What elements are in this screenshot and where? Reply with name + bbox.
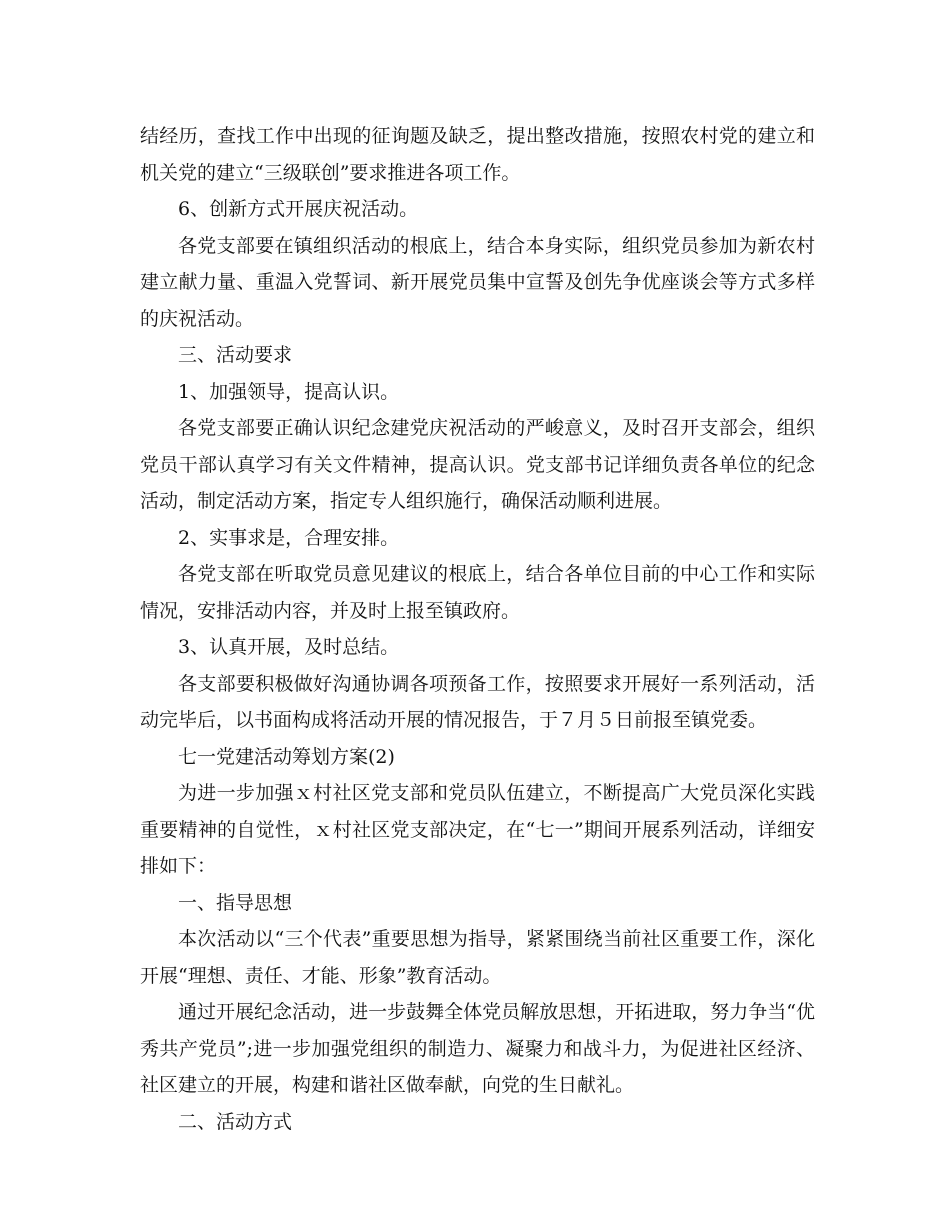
section-heading: 一、指导思想: [178, 891, 293, 914]
list-item-heading: 2、实事求是，合理安排。: [178, 526, 400, 549]
document-title: 七一党建活动筹划方案(2): [178, 745, 395, 768]
paragraph-continuation: 结经历，查找工作中出现的征询题及缺乏，提出整改措施，按照农村党的建立和机关党的建立“三级联创”要求推进各项工作。: [140, 125, 815, 184]
section-heading: 二、活动方式: [178, 1110, 293, 1133]
paragraph: 通过开展纪念活动，进一步鼓舞全体党员解放思想，开拓进取，努力争当“优秀共产党员”;进一步加强党组织的制造力、凝聚力和战斗力，为促进社区经济、社区建立的开展，构建和谐社区做奉献，向党的生日献礼。: [140, 1001, 815, 1096]
paragraph: 各党支部在听取党员意见建议的根底上，结合各单位目前的中心工作和实际情况，安排活动内容，并及时上报至镇政府。: [140, 563, 815, 622]
paragraph: 为进一步加强ｘ村社区党支部和党员队伍建立，不断提高广大党员深化实践重要精神的自觉性，ｘ村社区党支部决定，在“七一”期间开展系列活动，详细安排如下：: [140, 782, 815, 877]
paragraph: 各支部要积极做好沟通协调各项预备工作，按照要求开展好一系列活动，活动完毕后，以书面构成将活动开展的情况报告，于７月５日前报至镇党委。: [140, 672, 815, 731]
paragraph: 本次活动以“三个代表”重要思想为指导，紧紧围绕当前社区重要工作，深化开展“理想、责任、才能、形象”教育活动。: [140, 928, 815, 987]
list-item-heading: 1、加强领导，提高认识。: [178, 380, 400, 403]
list-item-heading: 3、认真开展，及时总结。: [178, 636, 400, 658]
list-item-heading: 6、创新方式开展庆祝活动。: [178, 198, 419, 220]
paragraph: 各党支部要正确认识纪念建党庆祝活动的严峻意义，及时召开支部会，组织党员干部认真学习有关文件精神，提高认识。党支部书记详细负责各单位的纪念活动，制定活动方案，指定专人组织施行，确保活动顺利进展。: [140, 417, 815, 512]
section-heading: 三、活动要求: [178, 344, 293, 366]
paragraph: 各党支部要在镇组织活动的根底上，结合本身实际，组织党员参加为新农村建立献力量、重温入党誓词、新开展党员集中宣誓及创先争优座谈会等方式多样的庆祝活动。: [140, 234, 815, 330]
document-page: [140, 118, 815, 1140]
